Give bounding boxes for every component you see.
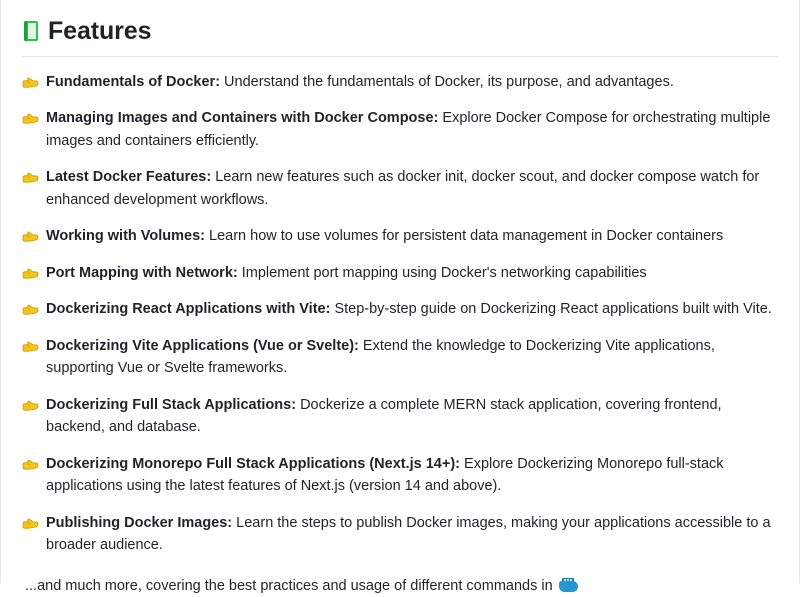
backhand-index-pointing-right-icon xyxy=(22,169,39,186)
backhand-index-pointing-right-icon xyxy=(22,456,39,473)
list-item-desc: Learn new features such as docker init, docker scout, and docker compose watch for enhanced development workflows. xyxy=(46,169,760,208)
list-item-text xyxy=(46,512,778,557)
list-item-desc: Step-by-step guide on Dockerizing React applications built with Vite. xyxy=(330,301,772,318)
list-item-text xyxy=(46,335,778,380)
list-item-desc: Understand the fundamentals of Docker, its purpose, and advantages. xyxy=(220,74,674,90)
list-item xyxy=(22,394,778,439)
list-item-text xyxy=(46,71,778,93)
page-title xyxy=(22,16,778,57)
list-item xyxy=(22,71,778,93)
list-item-term: Dockerizing Monorepo Full Stack Applications (Next.js 14+): xyxy=(46,455,460,472)
list-item-text xyxy=(46,107,778,152)
backhand-index-pointing-right-icon xyxy=(22,397,39,414)
list-item-term: Latest Docker Features: xyxy=(46,169,212,186)
list-item-desc: Learn how to use volumes for persistent data management in Docker containers xyxy=(204,228,724,245)
list-item-term: Dockerizing Full Stack Applications: xyxy=(46,396,297,413)
page-left-border xyxy=(0,0,1,583)
list-item-term: Dockerizing Vite Applications (Vue or Svelte): xyxy=(46,337,359,354)
list-item-desc: Extend the knowledge to Dockerizing Vite applications, supporting Vue or Svelte frameworks. xyxy=(46,337,715,377)
list-item xyxy=(22,298,778,320)
backhand-index-pointing-right-icon xyxy=(22,265,39,282)
list-item-term: Managing Images and Containers with Docker Compose: xyxy=(46,110,439,127)
backhand-index-pointing-right-icon xyxy=(22,301,39,318)
list-item-text xyxy=(46,394,778,439)
list-item-term: Dockerizing React Applications with Vite: xyxy=(46,301,331,318)
list-item xyxy=(22,107,778,152)
list-item-desc: Learn the steps to publish Docker images, making your applications accessible to a broader audience. xyxy=(46,514,771,554)
list-item-text xyxy=(46,166,778,211)
closing-text: ...and much more, covering the best practices and usage of different commands in xyxy=(25,577,553,594)
list-item-text xyxy=(46,453,778,498)
page-title-text: Features xyxy=(48,17,152,45)
list-item-text xyxy=(46,262,778,284)
closing-paragraph xyxy=(25,575,778,597)
backhand-index-pointing-right-icon xyxy=(22,74,39,91)
list-item-text xyxy=(46,298,778,320)
list-item-term: Publishing Docker Images: xyxy=(46,514,233,531)
backhand-index-pointing-right-icon xyxy=(22,228,39,245)
green-book-icon xyxy=(22,20,40,42)
list-item-desc: Explore Docker Compose for orchestrating multiple images and containers efficiently. xyxy=(46,110,771,149)
features-list xyxy=(22,71,778,557)
list-item-term: Fundamentals of Docker: xyxy=(46,74,221,90)
list-item xyxy=(22,335,778,380)
list-item-desc: Implement port mapping using Docker's networking capabilities xyxy=(237,264,647,281)
backhand-index-pointing-right-icon xyxy=(22,515,39,532)
list-item xyxy=(22,453,778,498)
list-item xyxy=(22,166,778,211)
list-item-term: Working with Volumes: xyxy=(46,228,205,245)
list-item-desc: Explore Dockerizing Monorepo full-stack applications using the latest features of Next.js (version 14 and above). xyxy=(46,455,724,495)
list-item xyxy=(22,512,778,557)
list-item-text xyxy=(46,225,778,247)
backhand-index-pointing-right-icon xyxy=(22,110,39,127)
docker-whale-icon xyxy=(559,578,578,594)
list-item-desc: Dockerize a complete MERN stack application, covering frontend, backend, and database. xyxy=(46,396,722,436)
list-item xyxy=(22,225,778,247)
list-item-term: Port Mapping with Network: xyxy=(46,264,238,281)
list-item xyxy=(22,262,778,284)
backhand-index-pointing-right-icon xyxy=(22,338,39,355)
